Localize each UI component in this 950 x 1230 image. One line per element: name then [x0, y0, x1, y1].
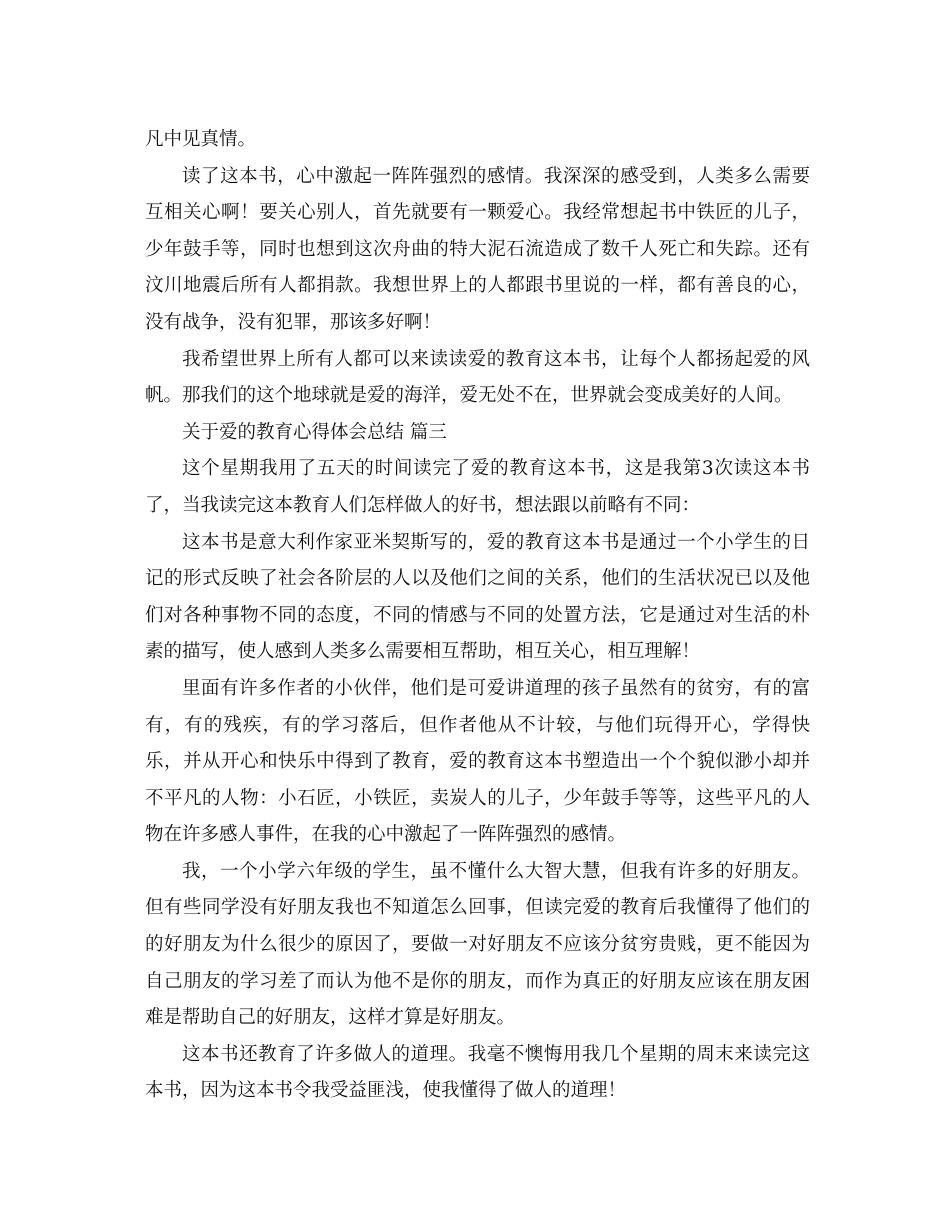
document-page: [145, 122, 810, 1110]
paragraph: 读了这本书，心中激起一阵阵强烈的感情。我深深的感受到，人类多么需要互相关心啊！要关心别人，首先就要有一颗爱心。我经常想起书中铁匠的儿子，少年鼓手等，同时也想到这次舟曲的特大泥石流造成了数千人死亡和失踪。还有汶川地震后所有人都捐款。我想世界上的人都跟书里说的一样，都有善良的心，没有战争，没有犯罪，那该多好啊！: [145, 165, 810, 333]
paragraph: 这个星期我用了五天的时间读完了爱的教育这本书，这是我第3次读这本书了，当我读完这本教育人们怎样做人的好书，想法跟以前略有不同：: [145, 458, 810, 516]
paragraph: 里面有许多作者的小伙伴，他们是可爱讲道理的孩子虽然有的贫穷，有的富有，有的残疾，有的学习落后，但作者他从不计较，与他们玩得开心，学得快乐，并从开心和快乐中得到了教育，爱的教育这本书塑造出一个个貌似渺小却并不平凡的人物：小石匠，小铁匠，卖炭人的儿子，少年鼓手等等，这些平凡的人物在许多感人事件，在我的心中激起了一阵阵强烈的感情。: [145, 677, 810, 846]
paragraph: 这本书是意大利作家亚米契斯写的，爱的教育这本书是通过一个小学生的日记的形式反映了社会各阶层的人以及他们之间的关系，他们的生活状况已以及他们对各种事物不同的态度，不同的情感与不同的处置方法，它是通过对生活的朴素的描写，使人感到人类多么需要相互帮助，相互关心，相互理解！: [145, 531, 810, 663]
section-heading: 关于爱的教育心得体会总结 篇三: [182, 421, 447, 443]
paragraph: 这本书还教育了许多做人的道理。我毫不懊悔用我几个星期的周末来读完这本书，因为这本书令我受益匪浅，使我懂得了做人的道理！: [145, 1043, 810, 1102]
paragraph: 我，一个小学六年级的学生，虽不懂什么大智大慧，但我有许多的好朋友。但有些同学没有好朋友我也不知道怎么回事，但读完爱的教育后我懂得了他们的的好朋友为什么很少的原因了，要做一对好朋友不应该分贫穷贵贱，更不能因为自己朋友的学习差了而认为他不是你的朋友，而作为真正的好朋友应该在朋友困难是帮助自己的好朋友，这样才算是好朋友。: [145, 860, 810, 1029]
paragraph: 我希望世界上所有人都可以来读读爱的教育这本书，让每个人都扬起爱的风帆。那我们的这个地球就是爱的海洋，爱无处不在，世界就会变成美好的人间。: [145, 348, 810, 407]
paragraph-continuation: 凡中见真情。: [145, 129, 257, 150]
